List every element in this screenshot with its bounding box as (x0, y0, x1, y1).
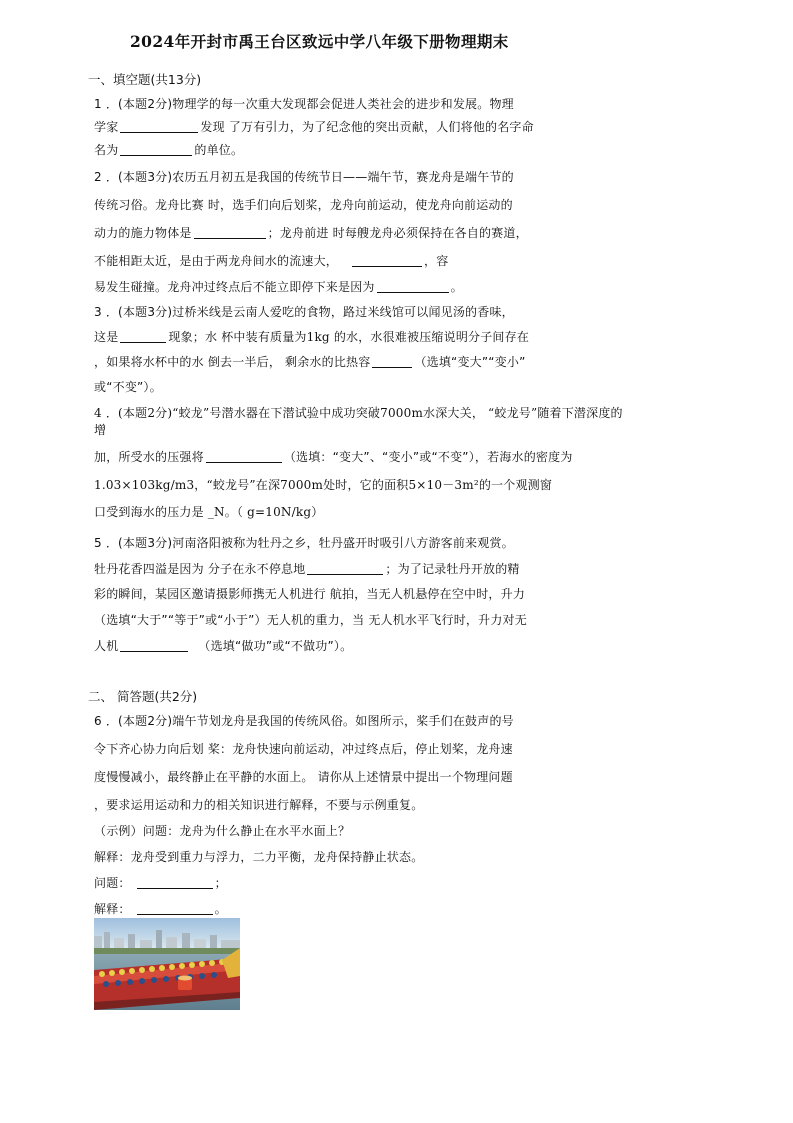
section-heading-fill-blank: 一、填空题(共13分) (88, 72, 202, 87)
q4-line-2: 加，所受水的压强将 （选填：“变大”、“变小”或“不变”），若海水的密度为 (94, 450, 573, 464)
answer-blank[interactable] (137, 875, 213, 889)
q4-line-1: 4 ．(本题2分)“蛟龙”号潜水器在下潜试验中成功突破7000m水深大关， “蛟龙号”随着下潜深度的 (94, 406, 623, 420)
q3-line-3: ，如果将水杯中的水 倒去一半后， 剩余水的比热容 （选填“变大”“变小” (94, 355, 526, 369)
q6-question-line: 问题： ； (94, 876, 227, 890)
q5-line-3: 彩的瞬间，某园区邀请摄影师携无人机进行 航拍，当无人机悬停在空中时，升力 (94, 587, 526, 601)
q6-line-3: 度慢慢减小，最终静止在平静的水面上。 请你从上述情景中提出一个物理问题 (94, 770, 513, 784)
q1-line-1: 1 ．(本题2分)物理学的每一次重大发现都会促进人类社会的进步和发展。物理 (94, 97, 514, 111)
answer-blank[interactable] (137, 901, 213, 915)
q2-line-2: 传统习俗。龙舟比赛 时，选手们向后划桨，龙舟向前运动，使龙舟向前运动的 (94, 198, 513, 212)
answer-blank[interactable] (307, 561, 383, 575)
q2-line-4: 不能相距太近，是由于两龙舟间水的流速大， ，容 (94, 254, 449, 268)
answer-blank[interactable] (377, 279, 449, 293)
answer-blank[interactable] (352, 253, 422, 267)
q6-example-explanation: 解释：龙舟受到重力与浮力，二力平衡，龙舟保持静止状态。 (94, 850, 424, 864)
dragon-boat-illustration (94, 918, 240, 1010)
dragon-boat-photo (94, 918, 240, 1010)
q6-explanation-line: 解释： 。 (94, 902, 227, 916)
q6-line-2: 令下齐心协力向后划 桨：龙舟快速向前运动，冲过终点后，停止划桨，龙舟速 (94, 742, 513, 756)
answer-blank[interactable] (120, 119, 198, 133)
q5-line-4: （选填“大于”“等于”或“小于”）无人机的重力，当 无人机水平飞行时，升力对无 (94, 613, 527, 627)
answer-blank[interactable] (372, 354, 412, 368)
q2-line-3: 动力的施力物体是 ；龙舟前进 时每艘龙舟必须保持在各自的赛道， (94, 226, 528, 240)
section-heading-short-answer: 二、 简答题(共2分) (88, 689, 198, 704)
q1-line-3: 名为 的单位。 (94, 143, 244, 157)
q6-line-4: ，要求运用运动和力的相关知识进行解释，不要与示例重复。 (94, 798, 424, 812)
q5-line-2: 牡丹花香四溢是因为 分子在永不停息地 ；为了记录牡丹开放的精 (94, 562, 520, 576)
q3-line-4: 或“不变”）。 (94, 380, 162, 394)
answer-blank[interactable] (120, 142, 192, 156)
answer-blank[interactable] (120, 638, 188, 652)
answer-blank[interactable] (206, 449, 282, 463)
page-title: 2024年开封市禹王台区致远中学八年级下册物理期末 (130, 32, 509, 51)
q2-line-1: 2 ．(本题3分)农历五月初五是我国的传统节日——端午节，赛龙舟是端午节的 (94, 170, 514, 184)
q3-line-2: 这是 现象；水 杯中装有质量为1kg 的水，水很难被压缩说明分子间存在 (94, 330, 530, 344)
q4-line-1-cont: 增 (94, 423, 107, 437)
q1-line-2: 学家 发现 了万有引力，为了纪念他的突出贡献，人们将他的名字命 (94, 120, 534, 134)
q4-line-3: 1.03×103kg/m3，“蛟龙号”在深7000m处时，它的面积5×10－3m²的一个观测窗 (94, 478, 553, 492)
q3-line-1: 3 ．(本题3分)过桥米线是云南人爱吃的食物，路过米线馆可以闻见汤的香味， (94, 305, 514, 319)
q6-line-1: 6 ．(本题2分)端午节划龙舟是我国的传统风俗。如图所示，桨手们在鼓声的号 (94, 714, 514, 728)
q4-line-4: 口受到海水的压力是 _N。（ g=10N/kg） (94, 505, 324, 519)
answer-blank[interactable] (120, 329, 166, 343)
q6-example-question: （示例）问题：龙舟为什么静止在水平水面上？ (94, 824, 351, 838)
q2-line-5: 易发生碰撞。龙舟冲过终点后不能立即停下来是因为 。 (94, 280, 463, 294)
answer-blank[interactable] (194, 225, 266, 239)
q5-line-1: 5 ．(本题3分)河南洛阳被称为牡丹之乡，牡丹盛开时吸引八方游客前来观赏。 (94, 536, 514, 550)
q5-line-5: 人机 （选填“做功”或“不做功”）。 (94, 639, 353, 653)
